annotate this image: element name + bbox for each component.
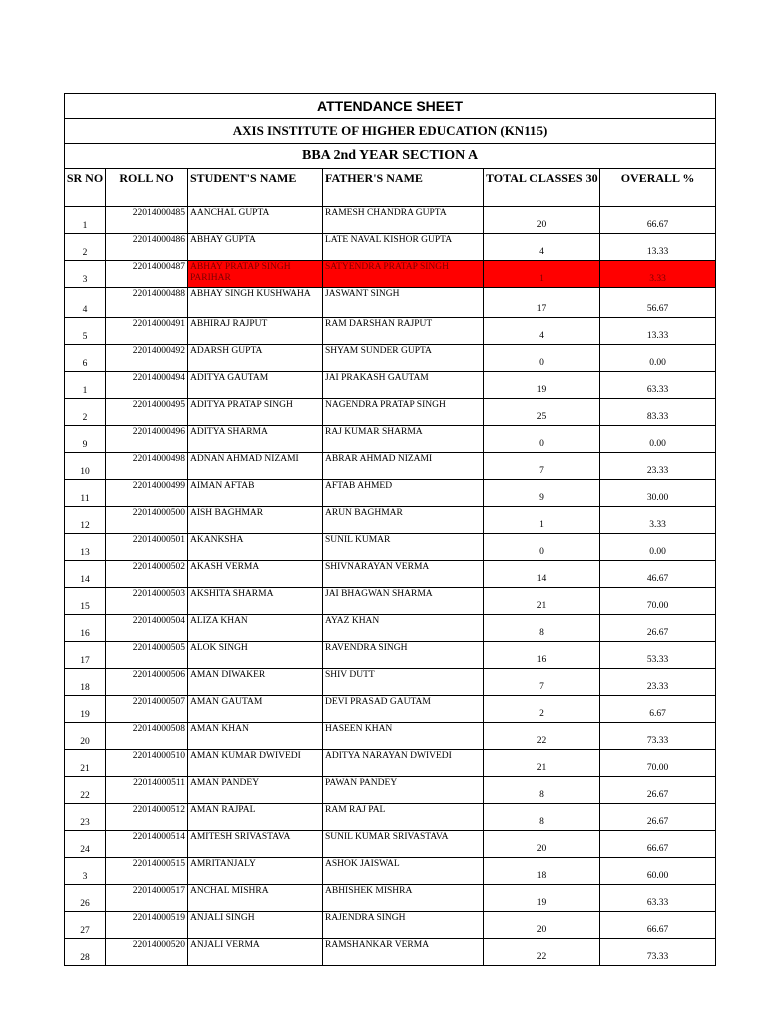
overall-percent-cell: 46.67 (600, 561, 716, 588)
total-classes-cell: 1 (484, 507, 600, 534)
overall-percent-cell: 0.00 (600, 345, 716, 372)
institute-name: AXIS INSTITUTE OF HIGHER EDUCATION (KN115) (65, 119, 716, 144)
sr-no-cell: 20 (65, 723, 106, 750)
total-classes-cell: 8 (484, 777, 600, 804)
table-row (65, 261, 716, 288)
total-classes-cell: 0 (484, 345, 600, 372)
roll-no-cell: 22014000488 (106, 288, 188, 318)
student-name-cell: AISH BAGHMAR (188, 507, 323, 534)
student-name-cell: AMAN GAUTAM (188, 696, 323, 723)
sr-no-cell: 28 (65, 939, 106, 966)
overall-percent-cell: 66.67 (600, 207, 716, 234)
roll-no-cell: 22014000502 (106, 561, 188, 588)
total-classes-cell: 19 (484, 885, 600, 912)
sr-no-cell: 24 (65, 831, 106, 858)
father-name-cell: HASEEN KHAN (323, 723, 484, 750)
overall-percent-cell: 6.67 (600, 696, 716, 723)
roll-no-cell: 22014000505 (106, 642, 188, 669)
student-name-cell: AKANKSHA (188, 534, 323, 561)
father-name-cell: ARUN BAGHMAR (323, 507, 484, 534)
total-classes-cell: 8 (484, 615, 600, 642)
student-name-cell: AKASH VERMA (188, 561, 323, 588)
student-name-cell: ADARSH GUPTA (188, 345, 323, 372)
sr-no-cell: 14 (65, 561, 106, 588)
table-row (65, 777, 716, 804)
total-classes-cell: 21 (484, 750, 600, 777)
student-name-cell: ABHIRAJ RAJPUT (188, 318, 323, 345)
table-row (65, 588, 716, 615)
table-row (65, 804, 716, 831)
father-name-cell: JAI BHAGWAN SHARMA (323, 588, 484, 615)
table-row (65, 858, 716, 885)
total-classes-cell: 7 (484, 669, 600, 696)
sr-no-cell: 4 (65, 288, 106, 318)
overall-percent-cell: 26.67 (600, 777, 716, 804)
sr-no-cell: 5 (65, 318, 106, 345)
student-name-cell: ADITYA GAUTAM (188, 372, 323, 399)
sr-no-cell: 16 (65, 615, 106, 642)
table-row (65, 480, 716, 507)
student-name-cell: AMITESH SRIVASTAVA (188, 831, 323, 858)
sr-no-cell: 17 (65, 642, 106, 669)
sr-no-cell: 21 (65, 750, 106, 777)
table-row (65, 696, 716, 723)
sr-no-cell: 26 (65, 885, 106, 912)
header-father-name: FATHER'S NAME (323, 169, 484, 207)
roll-no-cell: 22014000511 (106, 777, 188, 804)
attendance-rows (65, 207, 716, 966)
roll-no-cell: 22014000512 (106, 804, 188, 831)
roll-no-cell: 22014000492 (106, 345, 188, 372)
sr-no-cell: 18 (65, 669, 106, 696)
student-name-cell: ANJALI VERMA (188, 939, 323, 966)
roll-no-cell: 22014000491 (106, 318, 188, 345)
roll-no-cell: 22014000494 (106, 372, 188, 399)
table-row (65, 207, 716, 234)
roll-no-cell: 22014000487 (106, 261, 188, 288)
student-name-cell: AKSHITA SHARMA (188, 588, 323, 615)
roll-no-cell: 22014000520 (106, 939, 188, 966)
overall-percent-cell: 0.00 (600, 534, 716, 561)
father-name-cell: AFTAB AHMED (323, 480, 484, 507)
table-row (65, 561, 716, 588)
total-classes-cell: 17 (484, 288, 600, 318)
father-name-cell: LATE NAVAL KISHOR GUPTA (323, 234, 484, 261)
roll-no-cell: 22014000485 (106, 207, 188, 234)
student-name-cell: ANJALI SINGH (188, 912, 323, 939)
header-total-classes: TOTAL CLASSES 30 (484, 169, 600, 207)
student-name-cell: ALOK SINGH (188, 642, 323, 669)
total-classes-cell: 16 (484, 642, 600, 669)
table-row (65, 831, 716, 858)
sheet-title: ATTENDANCE SHEET (65, 94, 716, 119)
student-name-cell: AMAN KHAN (188, 723, 323, 750)
father-name-cell: SATYENDRA PRATAP SINGH (323, 261, 484, 288)
header-student-name: STUDENT'S NAME (188, 169, 323, 207)
sr-no-cell: 6 (65, 345, 106, 372)
sr-no-cell: 2 (65, 399, 106, 426)
roll-no-cell: 22014000496 (106, 426, 188, 453)
table-row (65, 453, 716, 480)
total-classes-cell: 9 (484, 480, 600, 507)
header-roll-no: ROLL NO (106, 169, 188, 207)
total-classes-cell: 20 (484, 207, 600, 234)
overall-percent-cell: 73.33 (600, 723, 716, 750)
student-name-cell: AMAN DIWAKER (188, 669, 323, 696)
total-classes-cell: 19 (484, 372, 600, 399)
roll-no-cell: 22014000510 (106, 750, 188, 777)
total-classes-cell: 0 (484, 426, 600, 453)
total-classes-cell: 25 (484, 399, 600, 426)
overall-percent-cell: 23.33 (600, 669, 716, 696)
table-row (65, 507, 716, 534)
table-row (65, 345, 716, 372)
sr-no-cell: 15 (65, 588, 106, 615)
overall-percent-cell: 66.67 (600, 912, 716, 939)
father-name-cell: ASHOK JAISWAL (323, 858, 484, 885)
roll-no-cell: 22014000515 (106, 858, 188, 885)
table-row (65, 750, 716, 777)
roll-no-cell: 22014000514 (106, 831, 188, 858)
table-row (65, 288, 716, 318)
sr-no-cell: 3 (65, 858, 106, 885)
overall-percent-cell: 13.33 (600, 318, 716, 345)
total-classes-cell: 22 (484, 939, 600, 966)
roll-no-cell: 22014000508 (106, 723, 188, 750)
sr-no-cell: 1 (65, 372, 106, 399)
sr-no-cell: 19 (65, 696, 106, 723)
table-row (65, 318, 716, 345)
sr-no-cell: 9 (65, 426, 106, 453)
table-row (65, 234, 716, 261)
student-name-cell: AANCHAL GUPTA (188, 207, 323, 234)
student-name-cell: AMAN KUMAR DWIVEDI (188, 750, 323, 777)
attendance-sheet (64, 93, 716, 966)
overall-percent-cell: 3.33 (600, 261, 716, 288)
roll-no-cell: 22014000507 (106, 696, 188, 723)
overall-percent-cell: 0.00 (600, 426, 716, 453)
father-name-cell: SUNIL KUMAR SRIVASTAVA (323, 831, 484, 858)
overall-percent-cell: 26.67 (600, 615, 716, 642)
total-classes-cell: 1 (484, 261, 600, 288)
roll-no-cell: 22014000499 (106, 480, 188, 507)
roll-no-cell: 22014000504 (106, 615, 188, 642)
total-classes-cell: 8 (484, 804, 600, 831)
father-name-cell: SHIV DUTT (323, 669, 484, 696)
table-row (65, 399, 716, 426)
father-name-cell: ABHISHEK MISHRA (323, 885, 484, 912)
roll-no-cell: 22014000501 (106, 534, 188, 561)
sr-no-cell: 2 (65, 234, 106, 261)
father-name-cell: RAMSHANKAR VERMA (323, 939, 484, 966)
overall-percent-cell: 53.33 (600, 642, 716, 669)
student-name-cell: ABHAY GUPTA (188, 234, 323, 261)
roll-no-cell: 22014000519 (106, 912, 188, 939)
header-overall-percent: OVERALL % (600, 169, 716, 207)
sr-no-cell: 13 (65, 534, 106, 561)
table-row (65, 615, 716, 642)
father-name-cell: PAWAN PANDEY (323, 777, 484, 804)
overall-percent-cell: 56.67 (600, 288, 716, 318)
student-name-cell: AMAN RAJPAL (188, 804, 323, 831)
overall-percent-cell: 3.33 (600, 507, 716, 534)
student-name-cell: ADITYA SHARMA (188, 426, 323, 453)
class-name: BBA 2nd YEAR SECTION A (65, 144, 716, 169)
overall-percent-cell: 26.67 (600, 804, 716, 831)
student-name-cell: AMRITANJALY (188, 858, 323, 885)
roll-no-cell: 22014000503 (106, 588, 188, 615)
father-name-cell: JASWANT SINGH (323, 288, 484, 318)
father-name-cell: ADITYA NARAYAN DWIVEDI (323, 750, 484, 777)
total-classes-cell: 14 (484, 561, 600, 588)
overall-percent-cell: 83.33 (600, 399, 716, 426)
total-classes-cell: 7 (484, 453, 600, 480)
student-name-cell: AMAN PANDEY (188, 777, 323, 804)
total-classes-cell: 0 (484, 534, 600, 561)
father-name-cell: DEVI PRASAD GAUTAM (323, 696, 484, 723)
roll-no-cell: 22014000500 (106, 507, 188, 534)
sr-no-cell: 23 (65, 804, 106, 831)
student-name-cell: ADNAN AHMAD NIZAMI (188, 453, 323, 480)
sr-no-cell: 3 (65, 261, 106, 288)
overall-percent-cell: 13.33 (600, 234, 716, 261)
sr-no-cell: 1 (65, 207, 106, 234)
total-classes-cell: 4 (484, 234, 600, 261)
father-name-cell: RAMESH CHANDRA GUPTA (323, 207, 484, 234)
table-row (65, 642, 716, 669)
table-row (65, 372, 716, 399)
total-classes-cell: 21 (484, 588, 600, 615)
table-row (65, 885, 716, 912)
roll-no-cell: 22014000495 (106, 399, 188, 426)
total-classes-cell: 4 (484, 318, 600, 345)
overall-percent-cell: 66.67 (600, 831, 716, 858)
father-name-cell: NAGENDRA PRATAP SINGH (323, 399, 484, 426)
table-row (65, 912, 716, 939)
student-name-cell: ABHAY SINGH KUSHWAHA (188, 288, 323, 318)
total-classes-cell: 20 (484, 831, 600, 858)
overall-percent-cell: 63.33 (600, 372, 716, 399)
table-row (65, 534, 716, 561)
sr-no-cell: 10 (65, 453, 106, 480)
student-name-cell: ANCHAL MISHRA (188, 885, 323, 912)
father-name-cell: JAI PRAKASH GAUTAM (323, 372, 484, 399)
header-sr-no: SR NO (65, 169, 106, 207)
roll-no-cell: 22014000517 (106, 885, 188, 912)
student-name-cell: ADITYA PRATAP SINGH (188, 399, 323, 426)
overall-percent-cell: 70.00 (600, 750, 716, 777)
total-classes-cell: 18 (484, 858, 600, 885)
overall-percent-cell: 23.33 (600, 453, 716, 480)
father-name-cell: RAM DARSHAN RAJPUT (323, 318, 484, 345)
sr-no-cell: 27 (65, 912, 106, 939)
sr-no-cell: 22 (65, 777, 106, 804)
total-classes-cell: 2 (484, 696, 600, 723)
father-name-cell: SUNIL KUMAR (323, 534, 484, 561)
father-name-cell: ABRAR AHMAD NIZAMI (323, 453, 484, 480)
father-name-cell: SHIVNARAYAN VERMA (323, 561, 484, 588)
overall-percent-cell: 73.33 (600, 939, 716, 966)
overall-percent-cell: 63.33 (600, 885, 716, 912)
father-name-cell: SHYAM SUNDER GUPTA (323, 345, 484, 372)
student-name-cell: ABHAY PRATAP SINGH PARIHAR (188, 261, 323, 288)
roll-no-cell: 22014000486 (106, 234, 188, 261)
total-classes-cell: 20 (484, 912, 600, 939)
overall-percent-cell: 60.00 (600, 858, 716, 885)
sr-no-cell: 12 (65, 507, 106, 534)
student-name-cell: AIMAN AFTAB (188, 480, 323, 507)
father-name-cell: AYAZ KHAN (323, 615, 484, 642)
father-name-cell: RAM RAJ PAL (323, 804, 484, 831)
father-name-cell: RAVENDRA SINGH (323, 642, 484, 669)
father-name-cell: RAJENDRA SINGH (323, 912, 484, 939)
roll-no-cell: 22014000506 (106, 669, 188, 696)
table-row (65, 723, 716, 750)
table-row (65, 669, 716, 696)
sr-no-cell: 11 (65, 480, 106, 507)
table-row (65, 426, 716, 453)
table-row (65, 939, 716, 966)
student-name-cell: ALIZA KHAN (188, 615, 323, 642)
total-classes-cell: 22 (484, 723, 600, 750)
father-name-cell: RAJ KUMAR SHARMA (323, 426, 484, 453)
overall-percent-cell: 30.00 (600, 480, 716, 507)
roll-no-cell: 22014000498 (106, 453, 188, 480)
overall-percent-cell: 70.00 (600, 588, 716, 615)
